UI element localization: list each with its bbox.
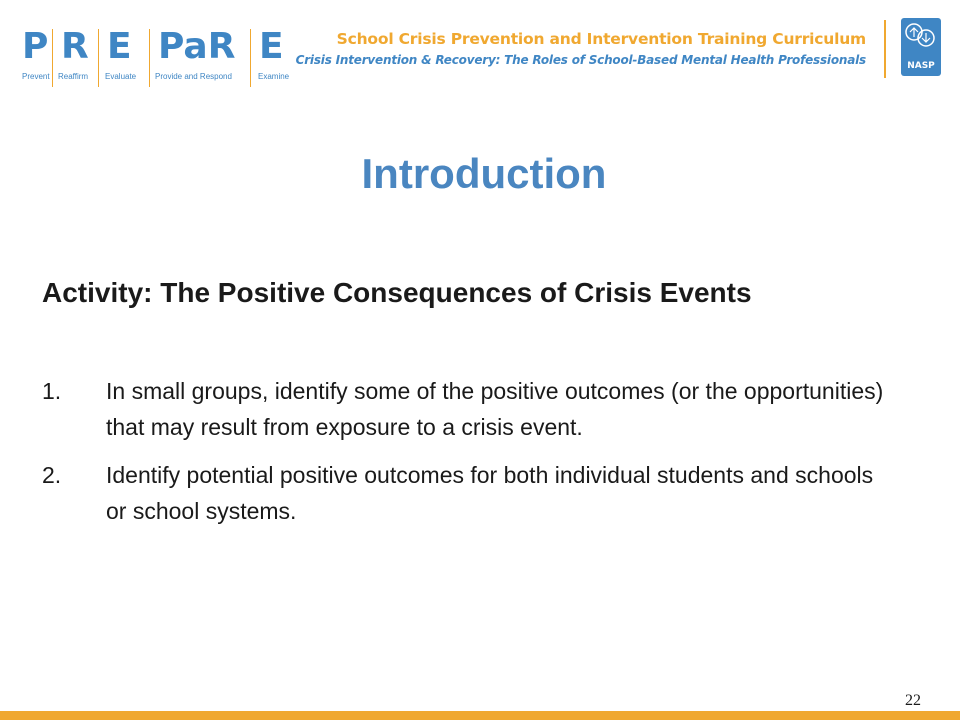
nasp-logo-icon — [901, 18, 941, 76]
steps-list — [42, 373, 892, 541]
step-number: 2. — [42, 462, 62, 488]
step-item — [42, 373, 892, 445]
logo-word-prevent: Prevent — [22, 72, 50, 81]
step-item — [42, 457, 892, 529]
activity-heading: Activity: The Positive Consequences of Crisis Events — [42, 277, 752, 308]
nasp-logo-text: NASP — [907, 61, 935, 71]
logo-letter-e: E — [107, 26, 132, 67]
curriculum-title: School Crisis Prevention and Intervention Training Curriculum — [336, 30, 866, 48]
slide-title: Introduction — [361, 150, 607, 197]
logo-word-evaluate: Evaluate — [105, 72, 137, 81]
logo-separator — [149, 29, 150, 87]
logo-letter-r: R — [61, 26, 89, 67]
header-divider — [884, 20, 886, 78]
logo-letters-par: PaR — [158, 26, 236, 67]
step-text: Identify potential positive outcomes for both individual students and schools or school systems. — [106, 462, 874, 524]
page-number: 22 — [905, 692, 921, 709]
logo-word-examine: Examine — [258, 72, 290, 81]
slide-header — [0, 0, 960, 90]
logo-separator — [52, 29, 53, 87]
footer-bar — [0, 711, 960, 720]
logo-separator — [250, 29, 251, 87]
logo-letter-p: P — [22, 26, 49, 67]
logo-separator — [98, 29, 99, 87]
step-number: 1. — [42, 378, 62, 404]
logo-letter-e2: E — [259, 26, 284, 67]
curriculum-subtitle: Crisis Intervention & Recovery: The Roles of School-Based Mental Health Professionals — [295, 53, 866, 67]
step-text: In small groups, identify some of the positive outcomes (or the opportunities) that may result from exposure to a crisis event. — [106, 378, 884, 440]
logo-word-provide-respond: Provide and Respond — [155, 72, 232, 81]
logo-word-reaffirm: Reaffirm — [58, 72, 89, 81]
